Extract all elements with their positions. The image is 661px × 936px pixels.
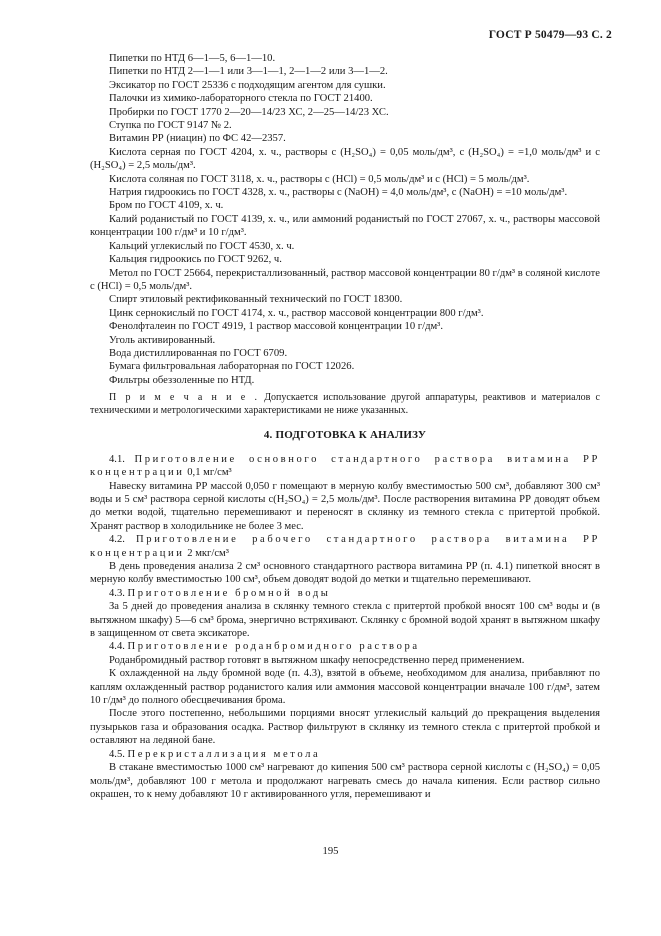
note-text: Допускается использование другой аппаратуры, реактивов и материалов с техническими и метрологическими характеристиками не ниже указанных. — [90, 392, 600, 416]
list-item: Фильтры обеззоленные по НТД. — [109, 374, 255, 386]
subsection-heading — [90, 587, 600, 600]
list-item: Кислота соляная по ГОСТ 3118, х. ч., растворы c (HCl) = 0,5 моль/дм³ и c (HCl) = 5 моль/дм³. — [109, 173, 530, 185]
list-item: Фенолфталеин по ГОСТ 4919, 1 раствор массовой концентрации 10 г/дм³. — [109, 321, 444, 333]
subsection-heading — [90, 533, 600, 560]
list-item: Калий роданистый по ГОСТ 4139, х. ч., или аммоний роданистый по ГОСТ 27067, х. ч., растворы массовой концентрации 100 г/дм³ и 10 г/дм³. — [90, 213, 600, 239]
paragraph: В стакане вместимостью 1000 см³ нагревают до кипения 500 см³ раствора серной кислоты c (H₂SO₄) = 0,05 моль/дм³, добавляют 100 г метола и продолжают нагревать смесь до начала кипения. Если раствор сильно окрашен, то к нему добавляют 10 г активированного угля, перемешивают и — [90, 762, 600, 800]
subsection-title: Приготовление роданбромидного раствора — [127, 641, 420, 653]
list-item: Пипетки по НТД 2—1—1 или 3—1—1, 2—1—2 или 3—1—2. — [109, 66, 388, 78]
list-item: Витамин РР (ниацин) по ФС 42—2357. — [109, 133, 286, 145]
list-item: Пробирки по ГОСТ 1770 2—20—14/23 ХС, 2—25—14/23 ХС. — [109, 106, 389, 118]
subsection-title: Приготовление рабочего стандартного раствора витамина РР концентрации — [90, 534, 600, 559]
subsection-4-3 — [90, 587, 600, 641]
list-item: Кальций углекислый по ГОСТ 4530, х. ч. — [109, 240, 295, 252]
page-header: ГОСТ Р 50479—93 С. 2 — [488, 29, 612, 41]
list-item: Бумага фильтровальная лабораторная по ГОСТ 12026. — [109, 361, 355, 373]
subsection-4-2 — [90, 533, 600, 587]
subsection-4-5 — [90, 748, 600, 802]
paragraph: Роданбромидный раствор готовят в вытяжном шкафу непосредственно перед применением. — [109, 654, 525, 666]
paragraph: После этого постепенно, небольшими порциями вносят углекислый кальций до прекращения выделения пузырьков газа и образования осадка. Раствор фильтруют в склянку из темного стекла с притертой пробкой и оставляют на ледяной бане. — [90, 708, 600, 747]
subsection-title: Приготовление основного стандартного раствора витамина РР концентрации — [90, 453, 600, 479]
subsection-title: Перекристаллизация метола — [127, 748, 321, 760]
list-item: Метол по ГОСТ 25664, перекристаллизованный, раствор массовой концентрации 80 г/дм³ в соляной кислоте c (HCl) = 0,5 моль/дм³. — [90, 267, 600, 292]
paragraph: За 5 дней до проведения анализа в склянку темного стекла с притертой пробкой вносят 100 см³ воды и (в вытяжном шкафу) 5—6 см³ брома, энергично встряхивают. Склянку с бромной водой хранят в вытяжном шкафу в защищенном от света эксикаторе. — [90, 601, 600, 640]
subsection-heading — [90, 453, 600, 480]
subsection-number: 4.4. — [109, 641, 125, 653]
subsection-number: 4.3. — [109, 587, 125, 599]
subsection-title: Приготовление бромной воды — [127, 587, 331, 599]
list-item: Спирт этиловый ректификованный технический по ГОСТ 18300. — [109, 294, 403, 306]
page-number: 195 — [322, 846, 339, 857]
subsection-title-tail: 2 мкг/см³ — [187, 547, 229, 559]
equipment-list — [90, 52, 600, 387]
page-body — [90, 52, 600, 801]
subsection-title-tail: 0,1 мг/см³ — [187, 467, 232, 479]
paragraph: К охлажденной на льду бромной воде (п. 4.3), взятой в объеме, необходимом для анализа, прибавляют по каплям охлажденный раствор роданистого калия или аммония массовой концентрации вначале 100 г/дм³, затем 10 г/дм³ до полного обесцвечивания брома. — [90, 668, 600, 707]
list-item: Бром по ГОСТ 4109, х. ч. — [109, 200, 224, 212]
list-item: Эксикатор по ГОСТ 25336 с подходящим агентом для сушки. — [109, 79, 386, 91]
subsection-4-4 — [90, 640, 600, 747]
subsection-number: 4.1. — [109, 453, 125, 465]
list-item: Уголь активированный. — [109, 334, 216, 346]
list-item: Пипетки по НТД 6—1—5, 6—1—10. — [109, 53, 276, 64]
list-item: Палочки из химико-лабораторного стекла по ГОСТ 21400. — [109, 93, 373, 105]
note — [90, 392, 600, 417]
list-item: Ступка по ГОСТ 9147 № 2. — [109, 120, 232, 132]
list-item: Кислота серная по ГОСТ 4204, х. ч., растворы c (H₂SO₄) = 0,05 моль/дм³, c (H₂SO₄) = =1,0 моль/дм³ и c (H₂SO₄) = 2,5 моль/дм³. — [90, 146, 600, 172]
subsection-heading — [90, 640, 600, 653]
subsection-number: 4.2. — [109, 534, 125, 546]
paragraph: Навеску витамина РР массой 0,050 г помещают в мерную колбу вместимостью 500 см³, добавляют 300 см³ воды и 5 см³ раствора серной кислоты c(H₂SO₄) = 2,5 моль/дм³. После растворения витамина РР доводят объем до метки водой, тщательно перемешивают и переносят в склянку из темного стекла с притертой пробкой. Хранят раствор в холодильнике не более 3 мес. — [90, 480, 600, 532]
list-item: Вода дистиллированная по ГОСТ 6709. — [109, 347, 288, 359]
list-item: Цинк сернокислый по ГОСТ 4174, х. ч., раствор массовой концентрации 800 г/дм³. — [109, 307, 484, 319]
subsection-4-1 — [90, 453, 600, 533]
paragraph: В день проведения анализа 2 см³ основного стандартного раствора витамина РР (п. 4.1) пипеткой вносят в мерную колбу вместимостью 100 см³, объем доводят водой до метки и тщательно перемешивают. — [90, 561, 600, 586]
list-item: Натрия гидроокись по ГОСТ 4328, х. ч., растворы c (NaOH) = 4,0 моль/дм³, c (NaOH) = =10 моль/дм³. — [109, 187, 568, 199]
subsection-heading — [90, 748, 600, 761]
section-title: 4. ПОДГОТОВКА К АНАЛИЗУ — [263, 429, 427, 442]
subsection-number: 4.5. — [109, 748, 125, 760]
note-label: П р и м е ч а н и е . — [109, 392, 259, 404]
list-item: Кальция гидроокись по ГОСТ 9262, ч. — [109, 254, 282, 266]
